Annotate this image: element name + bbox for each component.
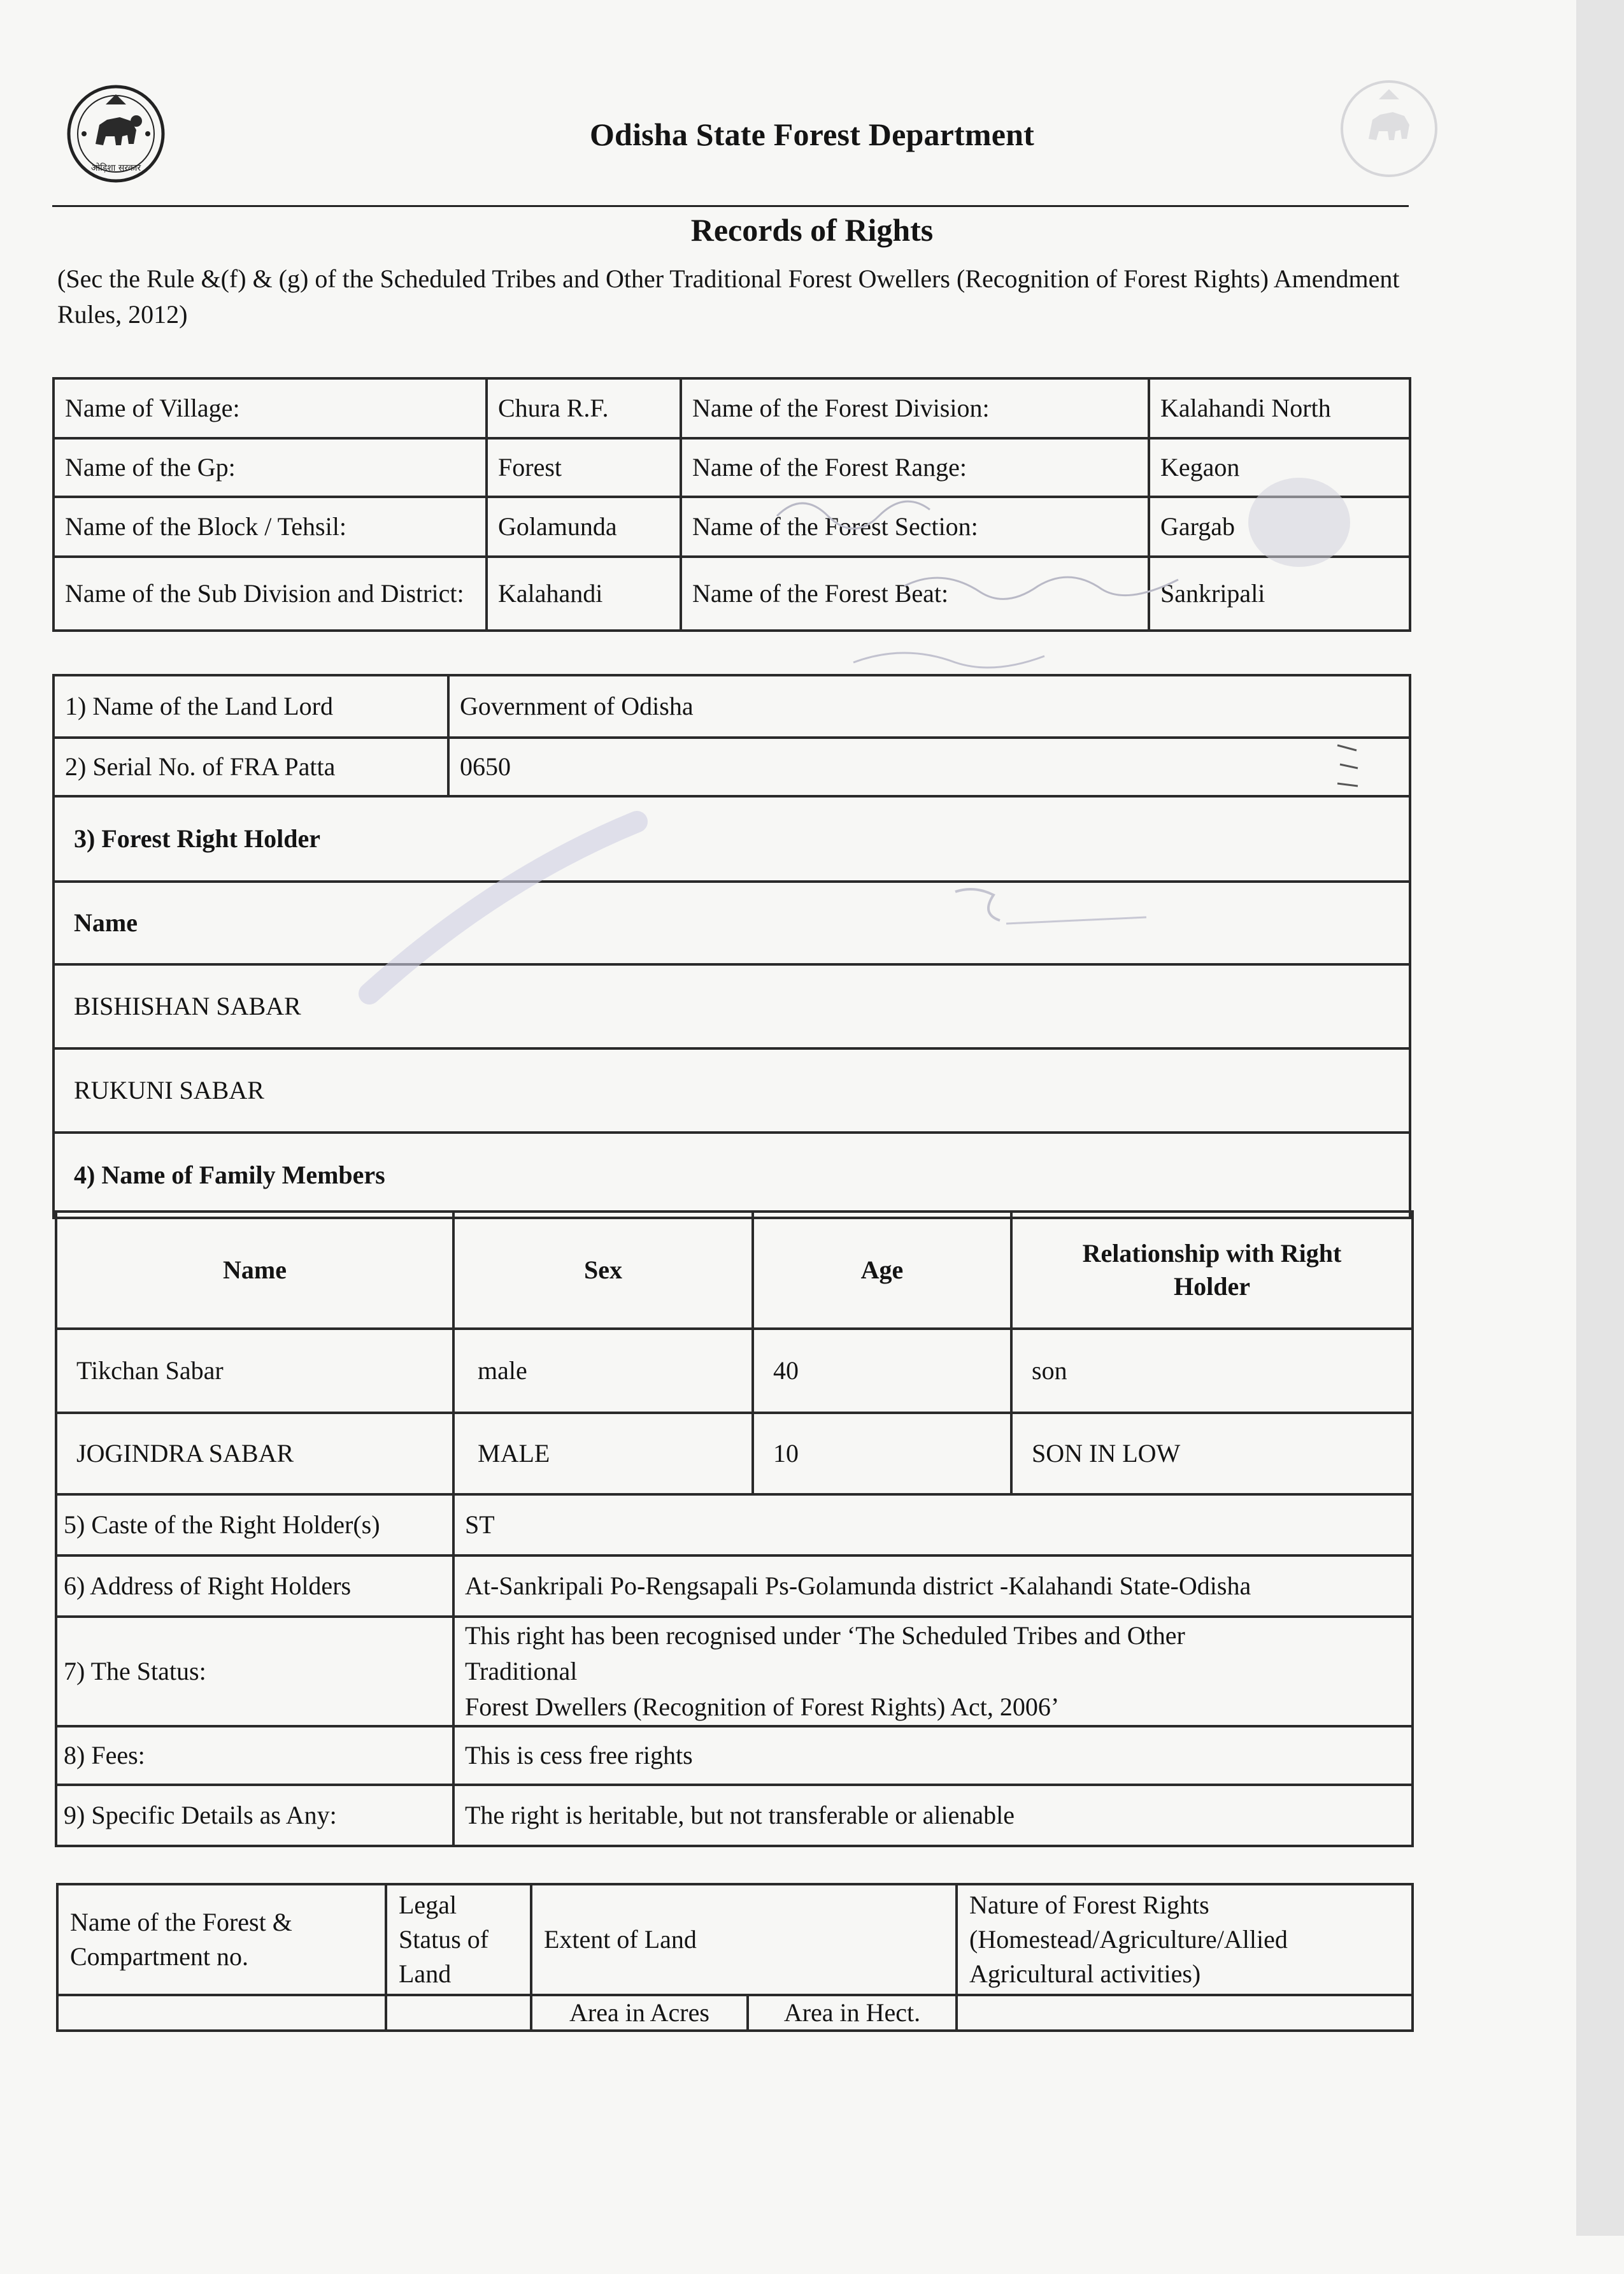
member-sex: MALE (453, 1413, 753, 1494)
table-row (53, 1133, 1410, 1218)
table-row (53, 738, 1410, 796)
member-age: 10 (753, 1413, 1011, 1494)
right-holder-heading: 3) Forest Right Holder (53, 796, 1410, 882)
table-row (53, 438, 1410, 497)
specific-details-label: 9) Specific Details as Any: (56, 1785, 453, 1846)
serial-label: 2) Serial No. of FRA Patta (53, 738, 448, 796)
member-relation: SON IN LOW (1011, 1413, 1413, 1494)
fees-value: This is cess free rights (453, 1726, 1413, 1785)
table-row (56, 1726, 1413, 1785)
table-row (56, 1494, 1413, 1555)
table-row (53, 796, 1410, 882)
col-header-sex: Sex (453, 1212, 753, 1329)
nature-of-rights-header: Nature of Forest Rights (Homestead/Agriculture/Allied Agricultural activities) (957, 1884, 1413, 1995)
area-hect-header: Area in Hect. (748, 1995, 957, 2031)
land-lord-value: Government of Odisha (448, 675, 1410, 738)
forest-section-value: Gargab (1149, 497, 1410, 557)
member-name: JOGINDRA SABAR (56, 1413, 453, 1494)
table-row (53, 882, 1410, 964)
details-table (55, 1493, 1414, 1847)
table-row (53, 497, 1410, 557)
col-header-name: Name (56, 1212, 453, 1329)
status-value (453, 1617, 1413, 1726)
nature-of-rights-cell (957, 1995, 1413, 2031)
status-label: 7) The Status: (56, 1617, 453, 1726)
forest-compartment-header: Name of the Forest & Compartment no. (57, 1884, 386, 1995)
table-row (56, 1329, 1413, 1413)
member-sex: male (453, 1329, 753, 1413)
holder-name: RUKUNI SABAR (53, 1048, 1410, 1133)
address-value: At-Sankripali Po-Rengsapali Ps-Golamunda district -Kalahandi State-Odisha (453, 1555, 1413, 1617)
dot-mark-icon (285, 2261, 298, 2274)
location-table (52, 377, 1411, 632)
subdivision-label: Name of the Sub Division and District: (53, 557, 487, 631)
col-header-relationship: Relationship with Right Holder (1011, 1212, 1413, 1329)
address-label: 6) Address of Right Holders (56, 1555, 453, 1617)
forest-division-label: Name of the Forest Division: (681, 378, 1149, 438)
status-line: Forest Dwellers (Recognition of Forest Rights) Act, 2006’ (465, 1692, 1060, 1721)
legal-status-header: Legal Status of Land (386, 1884, 531, 1995)
forest-beat-label: Name of the Forest Beat: (681, 557, 1149, 631)
table-row (57, 1995, 1413, 2031)
block-label: Name of the Block / Tehsil: (53, 497, 487, 557)
family-table (55, 1210, 1414, 1496)
status-line: Traditional (465, 1657, 578, 1685)
holder-name: BISHISHAN SABAR (53, 964, 1410, 1048)
table-row (53, 557, 1410, 631)
table-row (53, 378, 1410, 438)
document-subtitle: (Sec the Rule &(f) & (g) of the Scheduled Tribes and Other Traditional Forest Owellers (Recognition of Forest Rights) Amendment Rules, 2012) (57, 264, 1400, 329)
legal-status-cell (386, 1995, 531, 2031)
header-divider (52, 205, 1409, 207)
table-row (56, 1617, 1413, 1726)
table-header-row (56, 1212, 1413, 1329)
forest-section-label: Name of the Forest Section: (681, 497, 1149, 557)
department-title: Odisha State Forest Department (589, 117, 1035, 152)
col-header-age: Age (753, 1212, 1011, 1329)
member-name: Tikchan Sabar (56, 1329, 453, 1413)
holder-table (52, 674, 1411, 1219)
area-acres-header: Area in Acres (531, 1995, 748, 2031)
village-value: Chura R.F. (487, 378, 681, 438)
scan-edge-strip (1576, 0, 1624, 2236)
table-row (56, 1413, 1413, 1494)
table-row (53, 675, 1410, 738)
forest-range-value: Kegaon (1149, 438, 1410, 497)
table-row (53, 964, 1410, 1048)
member-age: 40 (753, 1329, 1011, 1413)
table-row (56, 1785, 1413, 1846)
caste-value: ST (453, 1494, 1413, 1555)
land-lord-label: 1) Name of the Land Lord (53, 675, 448, 738)
forest-division-value: Kalahandi North (1149, 378, 1410, 438)
extent-of-land-header: Extent of Land (531, 1884, 957, 1995)
family-heading: 4) Name of Family Members (53, 1133, 1410, 1218)
table-row (53, 1048, 1410, 1133)
village-label: Name of Village: (53, 378, 487, 438)
emblem-caption: ओड़िशा सरकार (90, 163, 141, 173)
caste-label: 5) Caste of the Right Holder(s) (56, 1494, 453, 1555)
member-relation: son (1011, 1329, 1413, 1413)
document-title: Records of Rights (690, 212, 934, 248)
forest-beat-value: Sankripali (1149, 557, 1410, 631)
name-heading: Name (53, 882, 1410, 964)
specific-details-value: The right is heritable, but not transferable or alienable (453, 1785, 1413, 1846)
gp-value: Forest (487, 438, 681, 497)
table-header-row (57, 1884, 1413, 1995)
block-value: Golamunda (487, 497, 681, 557)
fees-label: 8) Fees: (56, 1726, 453, 1785)
forest-range-label: Name of the Forest Range: (681, 438, 1149, 497)
land-table (56, 1883, 1414, 2032)
table-row (56, 1555, 1413, 1617)
serial-value: 0650 (448, 738, 1410, 796)
forest-compartment-cell (57, 1995, 386, 2031)
subdivision-value: Kalahandi (487, 557, 681, 631)
status-line: This right has been recognised under ‘The Scheduled Tribes and Other (465, 1621, 1185, 1650)
gp-label: Name of the Gp: (53, 438, 487, 497)
